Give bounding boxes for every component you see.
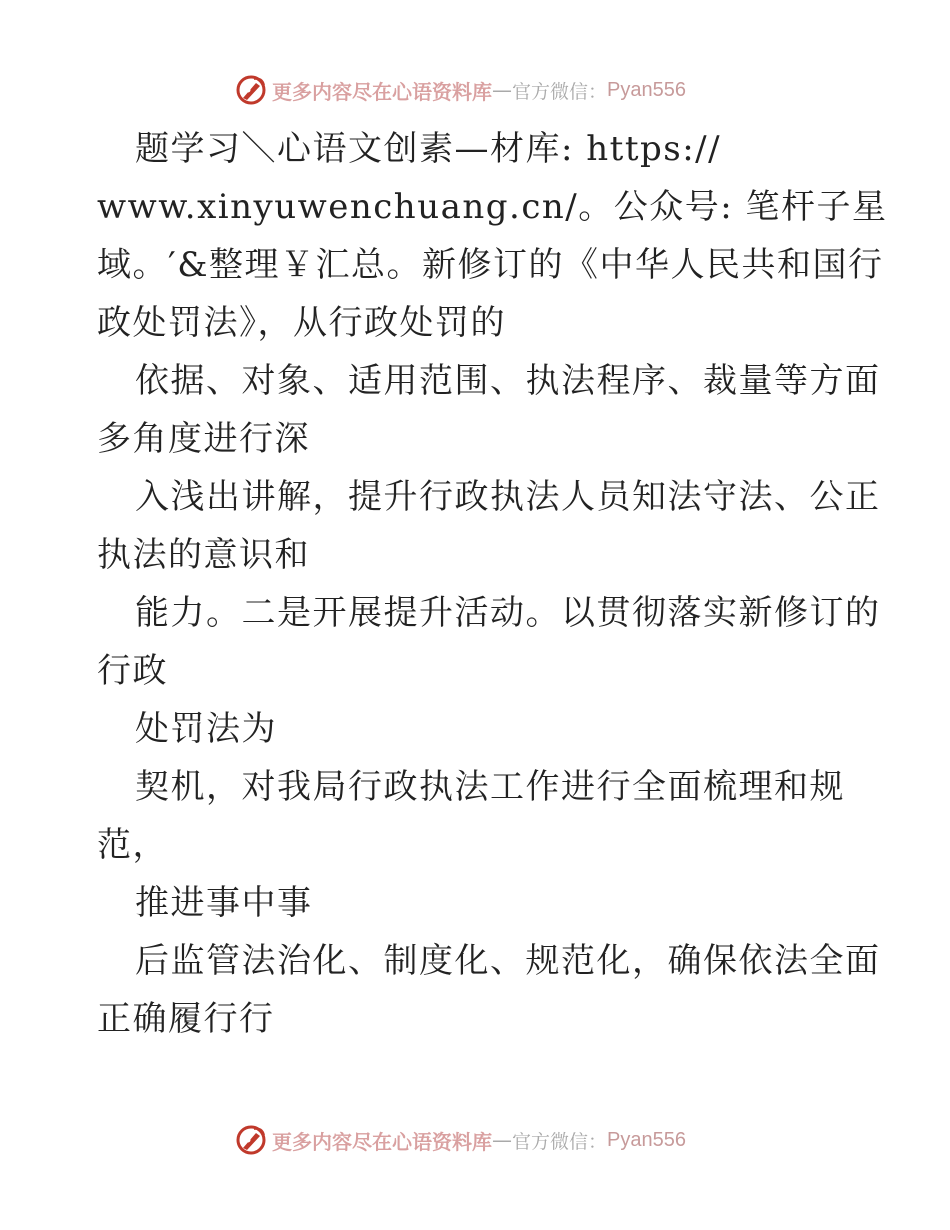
- text-line: 题学习＼心语文创素—材库: https://: [135, 129, 722, 169]
- text-line: 入浅出讲解，提升行政执法人员知法守法、公正: [135, 477, 881, 517]
- text-line: 后监管法治化、制度化、规范化，确保依法全面: [135, 941, 881, 981]
- banner-wechat-id: Pyan556: [607, 78, 686, 101]
- banner-title: 更多内容尽在心语资料库: [272, 79, 492, 104]
- text-line: 依据、对象、适用范围、执法程序、裁量等方面: [135, 361, 881, 401]
- banner-wechat-id: Pyan556: [607, 1128, 686, 1151]
- pen-logo-icon: [234, 1123, 268, 1157]
- text-line: 推进事中事: [135, 883, 313, 923]
- document-body: [97, 120, 888, 1048]
- banner-separator: —: [492, 1128, 512, 1152]
- text-line: 正确履行行: [97, 999, 275, 1039]
- footer-banner: [234, 1123, 686, 1157]
- text-line: 处罚法为: [135, 709, 277, 749]
- text-line: 能力。二是开展提升活动。以贯彻落实新修订的: [135, 593, 881, 633]
- text-line: 域。′&整理￥汇总。新修订的《中华人民共和国行: [97, 245, 884, 285]
- text-line: 政处罚法》，从行政处罚的: [97, 303, 506, 343]
- text-line: 执法的意识和: [97, 535, 310, 575]
- pen-logo-icon: [234, 73, 268, 107]
- banner-title: 更多内容尽在心语资料库: [272, 1129, 492, 1154]
- text-line: 契机，对我局行政执法工作进行全面梳理和规: [135, 767, 845, 807]
- text-line: 行政: [97, 651, 168, 691]
- banner-wechat-label: 官方微信：: [512, 80, 608, 103]
- text-line: www.xinyuwenchuang.cn/。公众号: 笔杆子星: [97, 187, 888, 227]
- banner-wechat-label: 官方微信：: [512, 1130, 608, 1153]
- banner-separator: —: [492, 78, 512, 102]
- header-banner: [234, 73, 686, 107]
- text-line: 多角度进行深: [97, 419, 310, 459]
- text-line: 范，: [97, 825, 168, 865]
